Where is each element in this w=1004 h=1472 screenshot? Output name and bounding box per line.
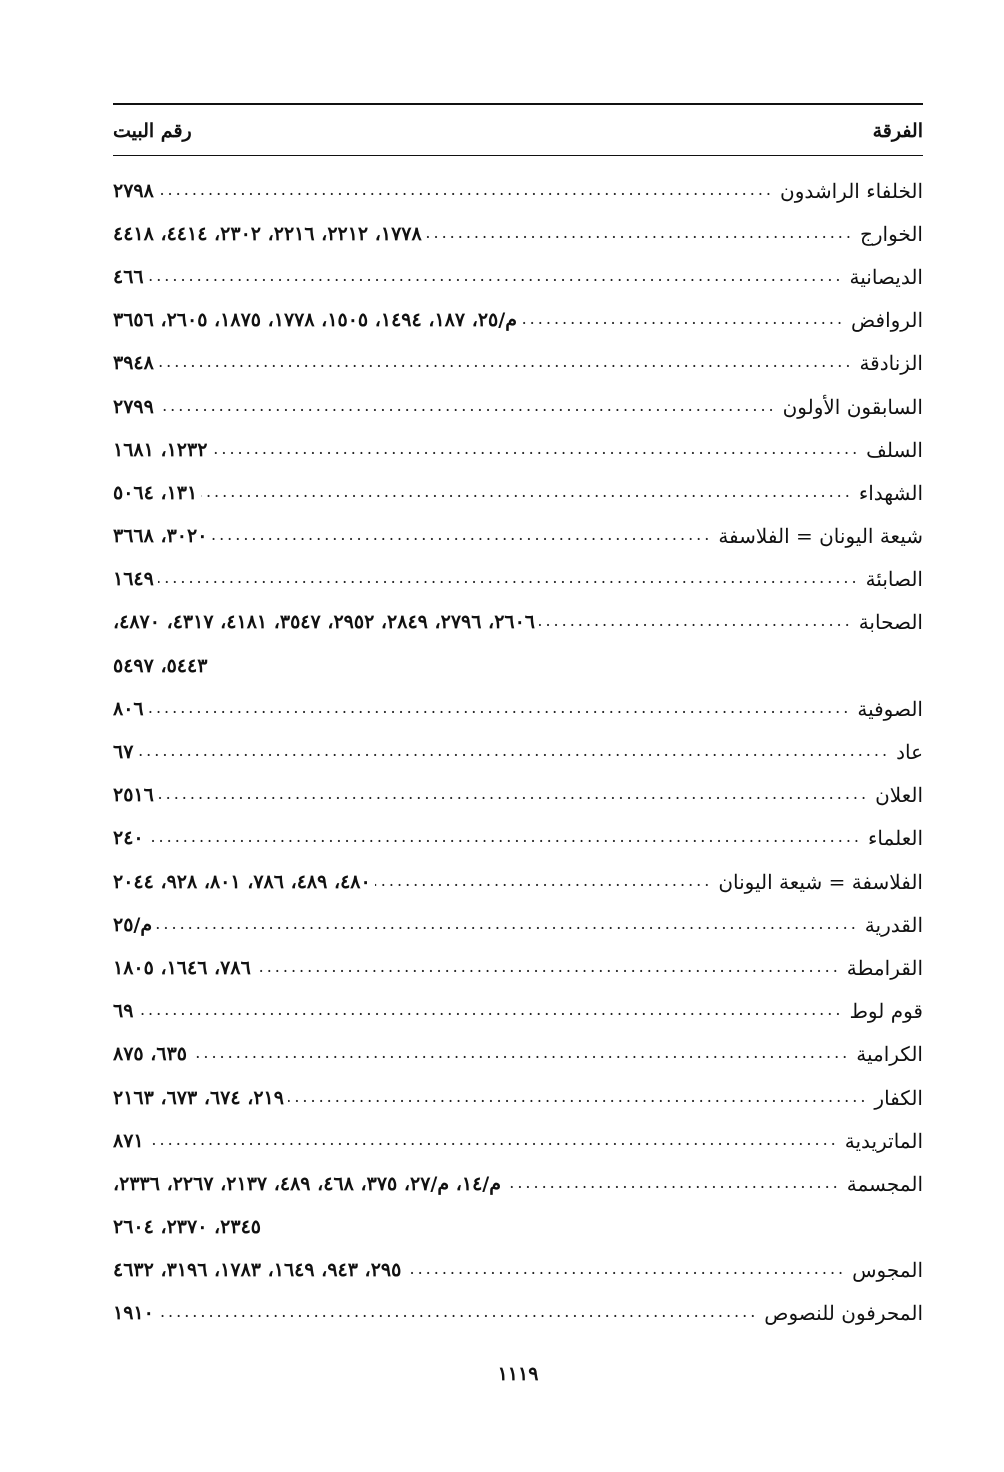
dot-leader xyxy=(137,1000,843,1022)
index-entry xyxy=(113,1249,923,1292)
entry-verse-numbers: ١٧٧٨، ٢٢١٢، ٢٢١٦، ٢٣٠٢، ٤٤١٤، ٤٤١٨ xyxy=(113,222,422,245)
dot-leader xyxy=(158,568,860,590)
entry-term: السلف xyxy=(866,437,923,462)
index-entry xyxy=(113,299,923,342)
index-entry xyxy=(113,687,923,730)
dot-leader xyxy=(255,957,841,979)
entry-verse-numbers: ٦٩ xyxy=(113,1000,134,1023)
entry-verse-numbers: ٢٧٩٨ xyxy=(113,179,154,202)
entry-term: السابقون الأولون xyxy=(782,394,923,419)
entry-verse-numbers: ١٩١٠ xyxy=(113,1302,154,1325)
entry-term: الديصانية xyxy=(849,264,923,289)
entry-term: العلان xyxy=(875,783,923,808)
index-entry-continuation xyxy=(113,1206,923,1249)
index-entry xyxy=(113,946,923,989)
entry-term: القدرية xyxy=(864,912,923,937)
index-entry xyxy=(113,1033,923,1076)
dot-leader xyxy=(158,396,777,418)
dot-leader xyxy=(521,309,845,331)
index-entry xyxy=(113,1076,923,1119)
index-entry xyxy=(113,860,923,903)
entry-term: العلماء xyxy=(868,826,923,851)
entry-verse-numbers: ٣٩٤٨ xyxy=(113,352,154,375)
index-entry xyxy=(113,990,923,1033)
entry-verse-numbers: ٤٨٠، ٤٨٩، ٧٨٦، ٨٠١، ٩٢٨، ٢٠٤٤ xyxy=(113,870,371,893)
entry-term: القرامطة xyxy=(846,955,923,980)
entry-term: الفلاسفة = شيعة اليونان xyxy=(718,869,923,894)
entry-term: الماتريدية xyxy=(844,1128,923,1153)
dot-leader xyxy=(158,352,854,374)
index-entry xyxy=(113,903,923,946)
index-entry xyxy=(113,730,923,773)
entry-verse-numbers: م/٢٥، ١٨٧، ١٤٩٤، ١٥٠٥، ١٧٧٨، ١٨٧٥، ٢٦٠٥، ٣٦٥٦ xyxy=(113,309,517,332)
header-rule xyxy=(113,155,923,156)
entry-verse-numbers: ٨٠٦ xyxy=(113,697,144,720)
entry-verse-numbers: ٢١٩، ٦٧٤، ٦٧٣، ٢١٦٣ xyxy=(113,1086,284,1109)
index-entry xyxy=(113,774,923,817)
entry-verse-numbers: ٤٦٦ xyxy=(113,265,144,288)
entry-term: الكرامية xyxy=(856,1042,923,1067)
entry-verse-numbers: ٣٠٢٠، ٣٦٦٨ xyxy=(113,525,208,548)
index-entry xyxy=(113,342,923,385)
dot-leader xyxy=(211,439,860,461)
index-entry-continuation xyxy=(113,644,923,687)
entry-verse-numbers: ١٦٤٩ xyxy=(113,568,154,591)
index-entry xyxy=(113,1292,923,1335)
dot-leader xyxy=(148,827,862,849)
dot-leader xyxy=(158,784,869,806)
entry-verse-numbers: م/١٤، م/٢٧، ٣٧٥، ٤٦٨، ٤٨٩، ٢١٣٧، ٢٢٦٧، ٢٣٣٦، xyxy=(113,1172,501,1195)
entry-term: الخلفاء الراشدون xyxy=(780,178,923,203)
index-entry xyxy=(113,169,923,212)
entry-verse-numbers: ٢٣٤٥، ٢٣٧٠، ٢٦٠٤ xyxy=(113,1216,261,1239)
index-entry xyxy=(113,385,923,428)
column-header xyxy=(113,115,923,147)
entry-term: المحرفون للنصوص xyxy=(764,1301,923,1326)
dot-leader xyxy=(191,1043,850,1065)
verse-number-column-label: رقم البيت xyxy=(113,120,192,142)
entry-term: عاد xyxy=(896,740,923,765)
dot-leader xyxy=(211,525,712,547)
entry-term: شيعة اليونان = الفلاسفة xyxy=(718,524,923,549)
dot-leader xyxy=(137,741,890,763)
index-entry xyxy=(113,601,923,644)
page-number: ١١١٩ xyxy=(497,1363,539,1385)
entry-verse-numbers: ٥٤٤٣، ٥٤٩٧ xyxy=(113,654,208,677)
dot-leader xyxy=(426,223,854,245)
index-entry xyxy=(113,558,923,601)
entry-term: الصوفية xyxy=(857,696,923,721)
entry-verse-numbers: ٢٤٠ xyxy=(113,827,144,850)
index-entries xyxy=(113,169,923,1335)
entry-term: الخوارج xyxy=(859,221,923,246)
entry-term: المجسمة xyxy=(846,1171,923,1196)
entry-term: الروافض xyxy=(851,308,923,333)
index-entry xyxy=(113,817,923,860)
dot-leader xyxy=(288,1087,868,1109)
dot-leader xyxy=(505,1173,841,1195)
entry-verse-numbers: ٦٧ xyxy=(113,741,134,764)
entry-term: الزنادقة xyxy=(859,351,923,376)
entry-term: الصابئة xyxy=(865,567,923,592)
index-entry xyxy=(113,1162,923,1205)
dot-leader xyxy=(375,871,713,893)
index-entry xyxy=(113,1119,923,1162)
index-entry xyxy=(113,428,923,471)
entry-term: الشهداء xyxy=(858,480,923,505)
index-entry xyxy=(113,255,923,298)
entry-verse-numbers: ٨٧١ xyxy=(113,1129,144,1152)
dot-leader xyxy=(201,482,853,504)
entry-term: قوم لوط xyxy=(849,999,923,1024)
entry-verse-numbers: ٢٥١٦ xyxy=(113,784,154,807)
entry-verse-numbers: ٧٨٦، ١٦٤٦، ١٨٠٥ xyxy=(113,956,251,979)
entry-verse-numbers: ١٣١، ٥٠٦٤ xyxy=(113,481,198,504)
dot-leader xyxy=(148,266,844,288)
top-rule xyxy=(113,103,923,105)
entry-term: الصحابة xyxy=(858,610,923,635)
dot-leader xyxy=(539,611,853,633)
sect-column-label: الفرقة xyxy=(872,120,923,142)
index-page xyxy=(113,103,923,1393)
entry-verse-numbers: ٢٩٥، ٩٤٣، ١٦٤٩، ١٧٨٣، ٣١٩٦، ٤٦٣٢ xyxy=(113,1259,402,1282)
dot-leader xyxy=(148,1130,839,1152)
dot-leader xyxy=(156,914,859,936)
entry-term: المجوس xyxy=(852,1258,923,1283)
entry-verse-numbers: م/٢٥ xyxy=(113,913,153,936)
dot-leader xyxy=(158,1302,758,1324)
dot-leader xyxy=(148,698,852,720)
index-entry xyxy=(113,515,923,558)
entry-term: الكفار xyxy=(874,1085,923,1110)
entry-verse-numbers: ١٢٣٢، ١٦٨١ xyxy=(113,438,208,461)
dot-leader xyxy=(405,1259,846,1281)
index-entry xyxy=(113,471,923,514)
entry-verse-numbers: ٦٣٥، ٨٧٥ xyxy=(113,1043,187,1066)
entry-verse-numbers: ٢٦٠٦، ٢٧٩٦، ٢٨٤٩، ٢٩٥٢، ٣٥٤٧، ٤١٨١، ٤٣١٧، ٤٨٧٠، xyxy=(113,611,536,634)
dot-leader xyxy=(158,180,774,202)
entry-verse-numbers: ٢٧٩٩ xyxy=(113,395,154,418)
index-entry xyxy=(113,212,923,255)
